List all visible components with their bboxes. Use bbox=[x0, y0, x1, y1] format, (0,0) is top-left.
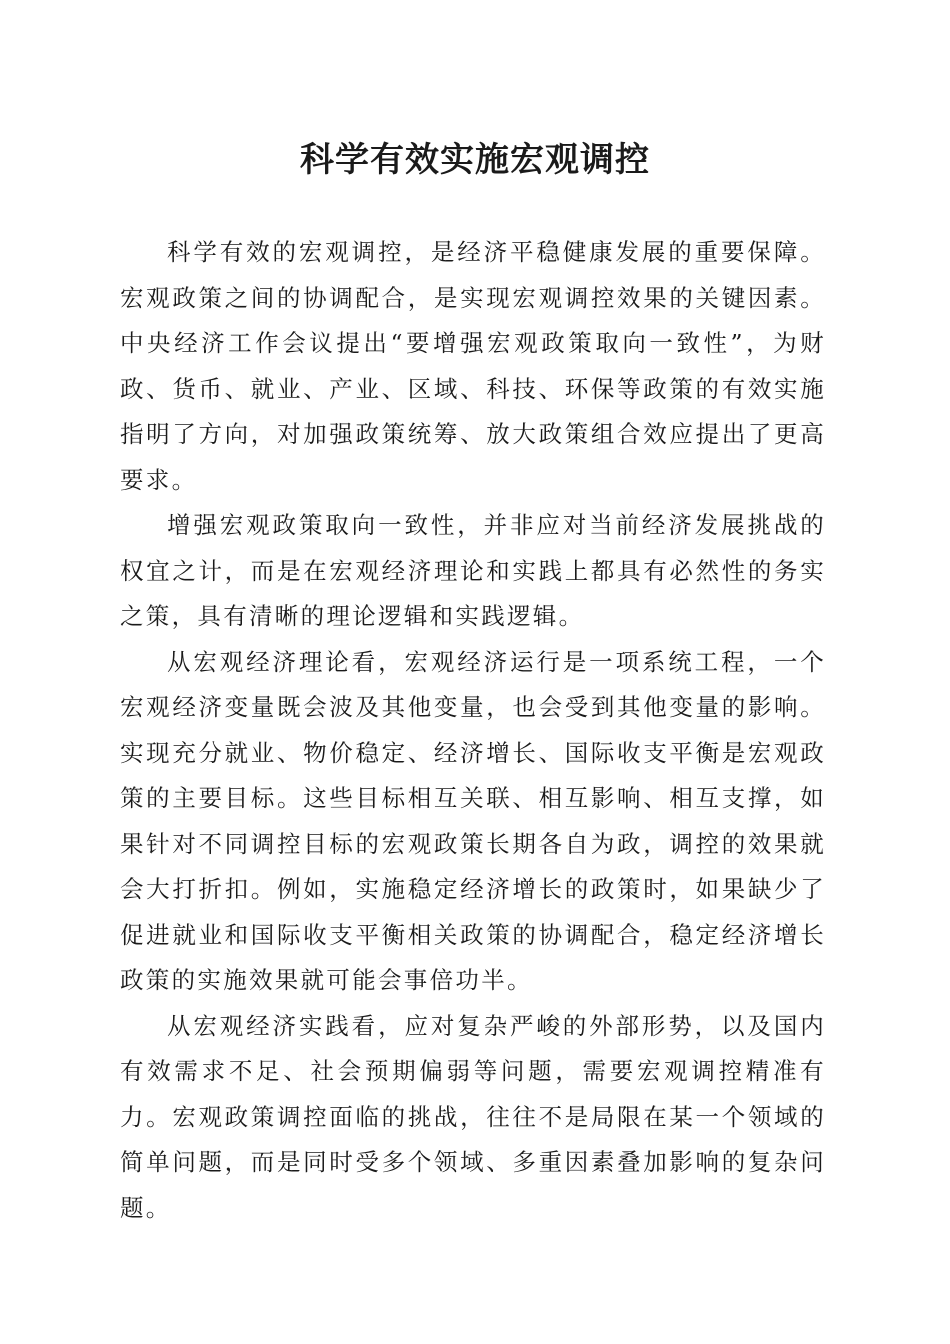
paragraph-4: 从宏观经济实践看，应对复杂严峻的外部形势，以及国内有效需求不足、社会预期偏弱等问题，需要宏观调控精准有力。宏观政策调控面临的挑战，往往不是局限在某一个领域的简单问题，而是同时受多个领域、多重因素叠加影响的复杂问题。 bbox=[120, 1011, 826, 1222]
document-body bbox=[120, 230, 826, 1231]
paragraph-2: 增强宏观政策取向一致性，并非应对当前经济发展挑战的权宜之计，而是在宏观经济理论和实践上都具有必然性的务实之策，具有清晰的理论逻辑和实践逻辑。 bbox=[120, 511, 826, 630]
document-title: 科学有效实施宏观调控 bbox=[300, 140, 650, 180]
paragraph-1: 科学有效的宏观调控，是经济平稳健康发展的重要保障。宏观政策之间的协调配合，是实现宏观调控效果的关键因素。中央经济工作会议提出“要增强宏观政策取向一致性”，为财政、货币、就业、产业、区域、科技、环保等政策的有效实施指明了方向，对加强政策统筹、放大政策组合效应提出了更高要求。 bbox=[120, 238, 826, 494]
paragraph-3: 从宏观经济理论看，宏观经济运行是一项系统工程，一个宏观经济变量既会波及其他变量，也会受到其他变量的影响。实现充分就业、物价稳定、经济增长、国际收支平衡是宏观政策的主要目标。这些目标相互关联、相互影响、相互支撑，如果针对不同调控目标的宏观政策长期各自为政，调控的效果就会大打折扣。例如，实施稳定经济增长的政策时，如果缺少了促进就业和国际收支平衡相关政策的协调配合，稳定经济增长政策的实施效果就可能会事倍功半。 bbox=[120, 647, 826, 994]
